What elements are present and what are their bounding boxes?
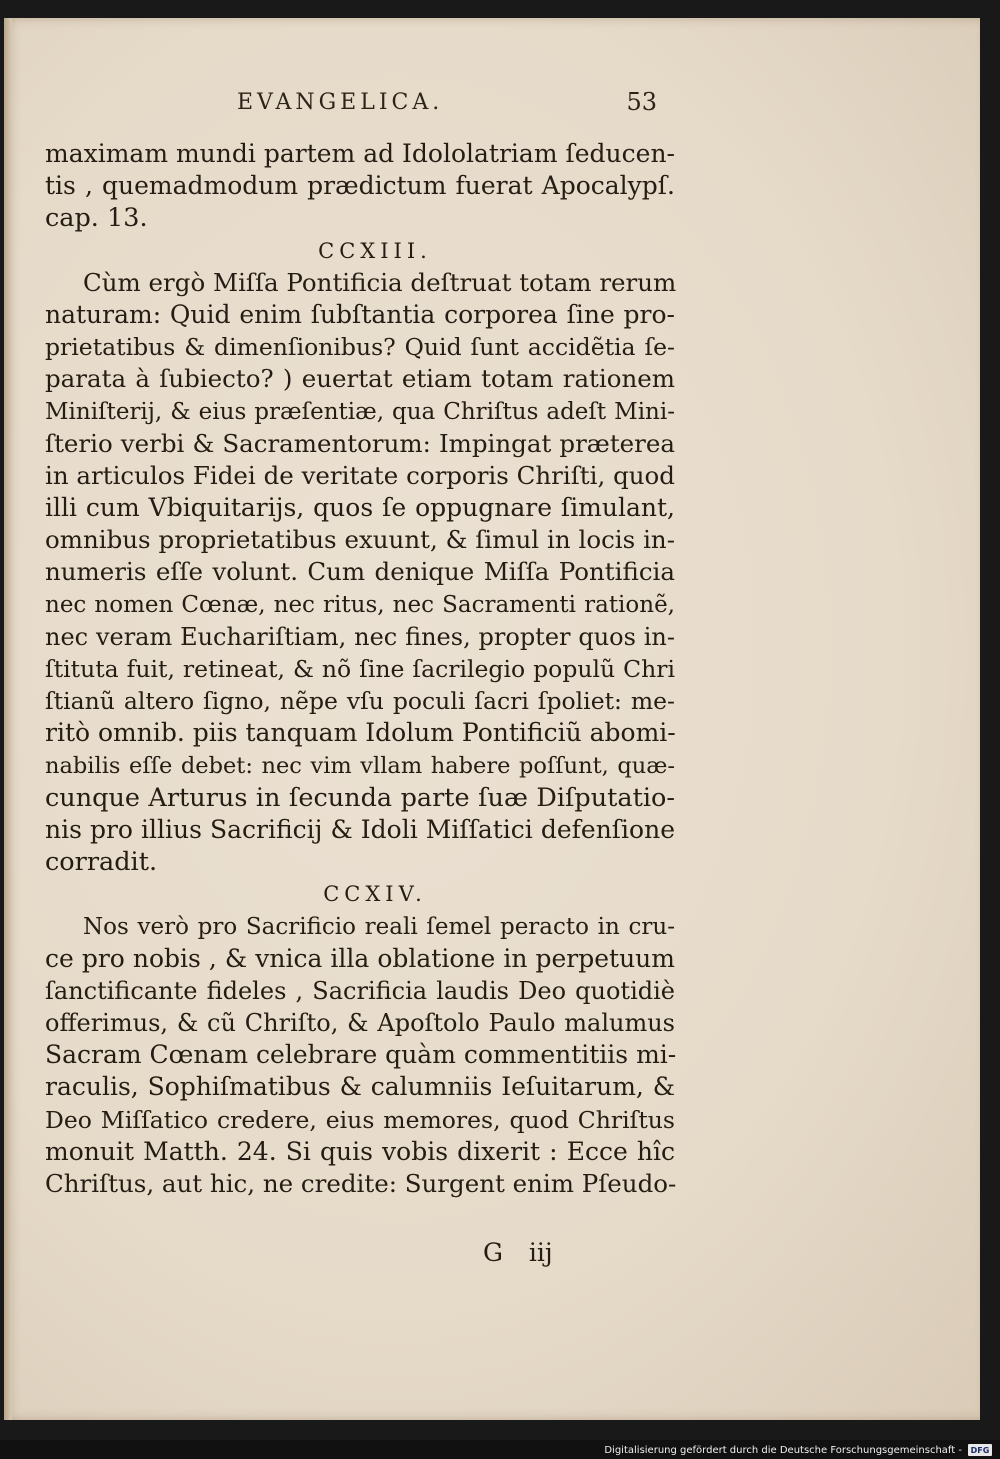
text-line: offerimus, & cũ Chriſto, & Apoſtolo Paulo malumus bbox=[45, 1009, 675, 1038]
text-line: ritò omnib. piis tanquam Idolum Pontificiũ abomi- bbox=[45, 718, 676, 748]
text-line: parata à ſubiecto? ) euertat etiam totam rationem bbox=[45, 364, 675, 394]
text-line: ſtianũ altero ſigno, nẽpe vſu poculi ſacri ſpoliet: me- bbox=[45, 687, 675, 716]
text-line: monuit Matth. 24. Si quis vobis dixerit : Ecce hîc bbox=[45, 1136, 675, 1166]
text-line: ſanctificante fideles , Sacrificia laudis Deo quotidiè bbox=[45, 976, 675, 1005]
text-line: maximam mundi partem ad Idololatriam ſeducen- bbox=[45, 139, 675, 168]
text-line: Cùm ergò Miſſa Pontificia deſtruat totam rerum bbox=[83, 267, 677, 297]
text-line: ce pro nobis , & vnica illa oblatione in perpetuum bbox=[45, 943, 675, 973]
page-gutter-shadow bbox=[4, 18, 12, 1420]
text-line: corradit. bbox=[45, 847, 158, 878]
text-line: Sacram Cœnam celebrare quàm commentitiis mi- bbox=[45, 1040, 677, 1070]
text-line: cunque Arturus in ſecunda parte ſuæ Diſputatio- bbox=[45, 782, 675, 813]
body-text bbox=[45, 138, 675, 1200]
text-line: prietatibus & dimenſionibus? Quid ſunt accidẽtia ſe- bbox=[45, 333, 675, 362]
dfg-logo-icon: DFG bbox=[968, 1444, 992, 1456]
footer bbox=[604, 1441, 992, 1459]
running-title: EVANGELICA. bbox=[237, 90, 444, 115]
page-header bbox=[45, 86, 657, 124]
text-line: Deo Miſſatico credere, eius memores, quod Chriſtus bbox=[45, 1105, 675, 1134]
text-line: in articulos Fidei de veritate corporis Chriſti, quod bbox=[45, 460, 675, 490]
section-heading: CCXIV. bbox=[323, 882, 427, 907]
text-line: nec veram Euchariſtiam, nec fines, propter quos in- bbox=[45, 622, 675, 651]
page-number: 53 bbox=[626, 88, 657, 116]
text-line: nis pro illius Sacrificij & Idoli Miſſatici defenſione bbox=[45, 814, 675, 844]
text-line: illi cum Vbiquitarijs, quos ſe oppugnare ſimulant, bbox=[45, 493, 675, 523]
text-line: Nos verò pro Sacrificio reali ſemel peracto in cru- bbox=[83, 913, 675, 940]
section-heading: CCXIII. bbox=[318, 238, 432, 263]
text-line: ſtituta fuit, retineat, & nõ ſine ſacrilegio populũ Chri bbox=[45, 655, 675, 683]
text-line: tis , quemadmodum prædictum fuerat Apocalypſ. bbox=[45, 171, 675, 201]
text-line: omnibus proprietatibus exuunt, & ſimul in locis in- bbox=[45, 525, 675, 555]
text-line: Miniſterij, & eius præſentiæ, qua Chriſtus adeſt Mini- bbox=[45, 398, 675, 425]
text-line: raculis, Sophiſmatibus & calumniis Ieſuitarum, & bbox=[45, 1072, 675, 1102]
text-line: ſterio verbi & Sacramentorum: Impingat præterea bbox=[45, 428, 675, 458]
digitization-credit: Digitalisierung gefördert durch die Deutsche Forschungsgemeinschaft - bbox=[604, 1444, 962, 1456]
text-line: nec nomen Cœnæ, nec ritus, nec Sacramenti rationẽ, bbox=[45, 591, 675, 618]
text-line: cap. 13. bbox=[45, 203, 148, 234]
text-line: naturam: Quid enim ſubſtantia corporea ſine pro- bbox=[45, 299, 675, 329]
signature-mark: G iij bbox=[483, 1238, 553, 1267]
text-line: numeris eſſe volunt. Cum denique Miſſa Pontificia bbox=[45, 557, 675, 587]
text-line: Chriſtus, aut hic, ne credite: Surgent enim Pſeudo- bbox=[45, 1169, 677, 1198]
text-line: nabilis eſſe debet: nec vim vllam habere poſſunt, quæ- bbox=[45, 752, 675, 779]
